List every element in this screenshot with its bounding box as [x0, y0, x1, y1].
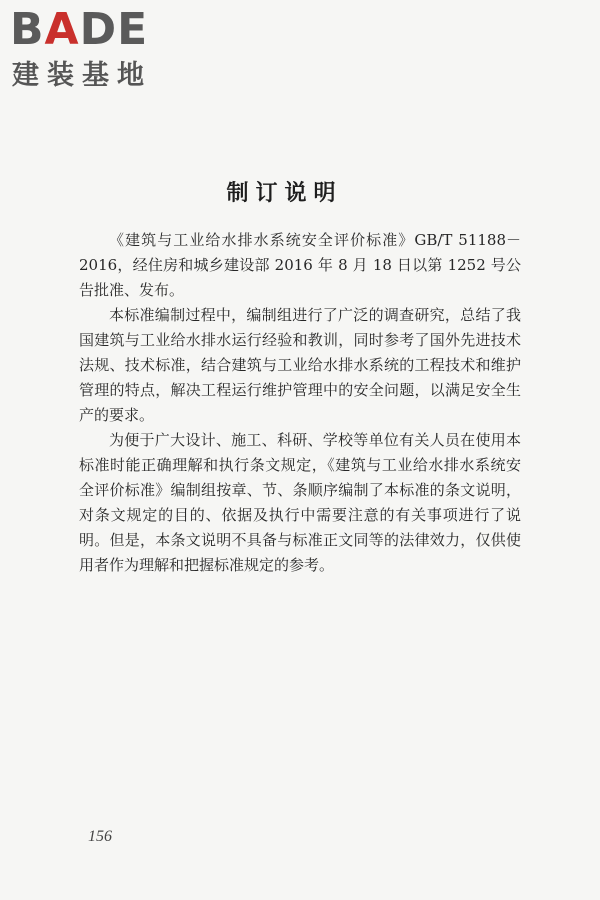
page-title: 制订说明 [226, 180, 343, 206]
paragraph-1: 《建筑与工业给水排水系统安全评价标准》GB/T 51188－2016，经住房和城乡建设部 2016 年 8 月 18 日以第 1252 号公告批准、发布。 [79, 231, 521, 299]
logo [10, 6, 180, 96]
paragraph-2: 本标准编制过程中，编制组进行了广泛的调查研究，总结了我国建筑与工业给水排水运行经验和教训，同时参考了国外先进技术法规、技术标准，结合建筑与工业给水排水系统的工程技术和维护管理的特点，解决工程运行维护管理中的安全问题，以满足安全生产的要求。 [79, 306, 521, 424]
page-number: 156 [88, 828, 112, 845]
paragraph-3: 为便于广大设计、施工、科研、学校等单位有关人员在使用本标准时能正确理解和执行条文规定，《建筑与工业给水排水系统安全评价标准》编制组按章、节、条顺序编制了本标准的条文说明，对条文规定的目的、依据及执行中需要注意的有关事项进行了说明。但是，本条文说明不具备与标准正文同等的法律效力，仅供使用者作为理解和把握标准规定的参考。 [79, 431, 521, 574]
body-text [79, 228, 521, 578]
logo-chinese-text: 建装基地 [12, 60, 152, 91]
logo-wordmark: BADE [10, 4, 149, 55]
